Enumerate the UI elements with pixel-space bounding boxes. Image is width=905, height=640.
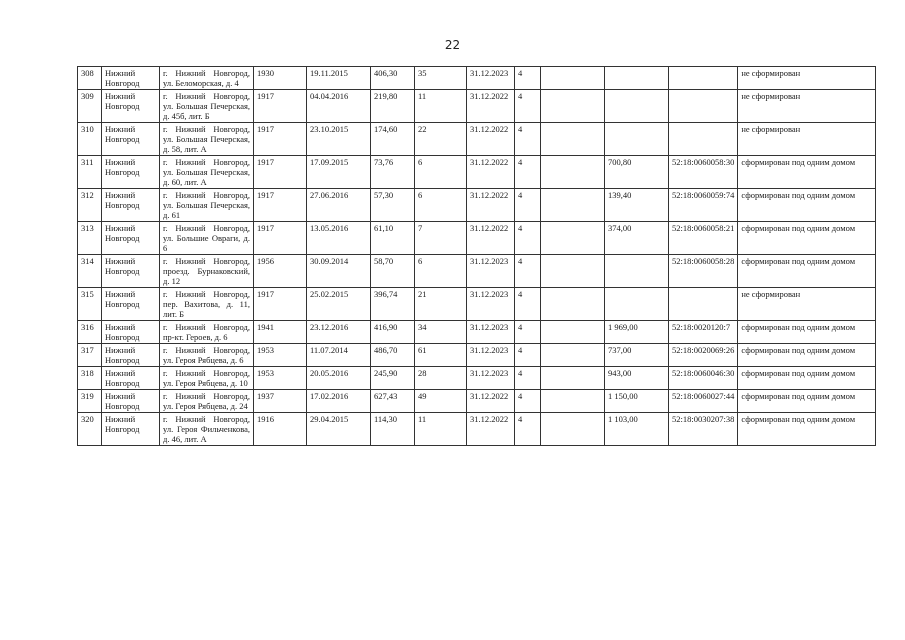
cadastral-number-cell: 52:18:0060058:30: [669, 156, 738, 189]
city-cell: Нижний Новгород: [102, 222, 160, 255]
address-cell: г. Нижний Новгород, ул. Большая Печерская, д. 45б, лит. Б: [160, 90, 254, 123]
year-built-cell: 1937: [254, 390, 307, 413]
inspection-date-cell: 27.06.2016: [307, 189, 371, 222]
inspection-date-cell: 30.09.2014: [307, 255, 371, 288]
relocation-deadline-cell: 31.12.2023: [467, 67, 515, 90]
inspection-date-cell: 11.07.2014: [307, 344, 371, 367]
residential-area-cell: 396,74: [371, 288, 415, 321]
class-cell: 4: [515, 288, 541, 321]
residents-count-cell: 28: [415, 367, 467, 390]
land-area-cell: 1 103,00: [605, 413, 669, 446]
class-cell: 4: [515, 367, 541, 390]
row-number: 317: [78, 344, 102, 367]
row-number: 314: [78, 255, 102, 288]
city-cell: Нижний Новгород: [102, 67, 160, 90]
inspection-date-cell: 23.10.2015: [307, 123, 371, 156]
class-cell: 4: [515, 156, 541, 189]
year-built-cell: 1917: [254, 123, 307, 156]
relocation-deadline-cell: 31.12.2022: [467, 123, 515, 156]
land-area-cell: 139,40: [605, 189, 669, 222]
relocation-deadline-cell: 31.12.2023: [467, 321, 515, 344]
row-number: 312: [78, 189, 102, 222]
empty-cell: [541, 367, 605, 390]
page-number: 22: [444, 38, 461, 52]
row-number: 311: [78, 156, 102, 189]
residents-count-cell: 34: [415, 321, 467, 344]
land-area-cell: 943,00: [605, 367, 669, 390]
table-row: [78, 413, 876, 446]
table-row: [78, 288, 876, 321]
land-status-cell: сформирован под одним домом: [738, 367, 876, 390]
table-row: [78, 90, 876, 123]
cadastral-number-cell: 52:18:0020069:26: [669, 344, 738, 367]
city-cell: Нижний Новгород: [102, 90, 160, 123]
inspection-date-cell: 29.04.2015: [307, 413, 371, 446]
empty-cell: [541, 67, 605, 90]
residential-area-cell: 219,80: [371, 90, 415, 123]
land-area-cell: 374,00: [605, 222, 669, 255]
land-status-cell: сформирован под одним домом: [738, 390, 876, 413]
class-cell: 4: [515, 413, 541, 446]
address-cell: г. Нижний Новгород, ул. Большая Печерская, д. 60, лит. А: [160, 156, 254, 189]
year-built-cell: 1917: [254, 90, 307, 123]
residents-count-cell: 11: [415, 413, 467, 446]
table-row: [78, 255, 876, 288]
row-number: 313: [78, 222, 102, 255]
year-built-cell: 1917: [254, 222, 307, 255]
cadastral-number-cell: [669, 67, 738, 90]
residents-count-cell: 21: [415, 288, 467, 321]
city-cell: Нижний Новгород: [102, 123, 160, 156]
residential-area-cell: 114,30: [371, 413, 415, 446]
table-row: [78, 123, 876, 156]
class-cell: 4: [515, 390, 541, 413]
cadastral-number-cell: [669, 90, 738, 123]
address-cell: г. Нижний Новгород, проезд. Бурнаковский, д. 12: [160, 255, 254, 288]
class-cell: 4: [515, 123, 541, 156]
inspection-date-cell: 17.02.2016: [307, 390, 371, 413]
class-cell: 4: [515, 222, 541, 255]
year-built-cell: 1916: [254, 413, 307, 446]
residents-count-cell: 22: [415, 123, 467, 156]
relocation-deadline-cell: 31.12.2022: [467, 222, 515, 255]
row-number: 319: [78, 390, 102, 413]
land-status-cell: сформирован под одним домом: [738, 156, 876, 189]
inspection-date-cell: 19.11.2015: [307, 67, 371, 90]
row-number: 315: [78, 288, 102, 321]
relocation-deadline-cell: 31.12.2022: [467, 156, 515, 189]
row-number: 320: [78, 413, 102, 446]
city-cell: Нижний Новгород: [102, 255, 160, 288]
year-built-cell: 1917: [254, 189, 307, 222]
land-status-cell: сформирован под одним домом: [738, 189, 876, 222]
relocation-deadline-cell: 31.12.2023: [467, 255, 515, 288]
year-built-cell: 1930: [254, 67, 307, 90]
row-number: 318: [78, 367, 102, 390]
residential-area-cell: 627,43: [371, 390, 415, 413]
land-area-cell: [605, 67, 669, 90]
inspection-date-cell: 20.05.2016: [307, 367, 371, 390]
residential-area-cell: 245,90: [371, 367, 415, 390]
row-number: 310: [78, 123, 102, 156]
class-cell: 4: [515, 255, 541, 288]
address-cell: г. Нижний Новгород, пер. Вахитова, д. 11, лит. Б: [160, 288, 254, 321]
city-cell: Нижний Новгород: [102, 344, 160, 367]
row-number: 308: [78, 67, 102, 90]
city-cell: Нижний Новгород: [102, 156, 160, 189]
relocation-deadline-cell: 31.12.2023: [467, 344, 515, 367]
cadastral-number-cell: [669, 288, 738, 321]
land-area-cell: [605, 90, 669, 123]
table-row: [78, 222, 876, 255]
inspection-date-cell: 04.04.2016: [307, 90, 371, 123]
inspection-date-cell: 17.09.2015: [307, 156, 371, 189]
residents-count-cell: 35: [415, 67, 467, 90]
empty-cell: [541, 156, 605, 189]
empty-cell: [541, 222, 605, 255]
row-number: 316: [78, 321, 102, 344]
empty-cell: [541, 413, 605, 446]
housing-registry-table: [77, 66, 876, 446]
relocation-deadline-cell: 31.12.2023: [467, 288, 515, 321]
class-cell: 4: [515, 67, 541, 90]
land-status-cell: сформирован под одним домом: [738, 344, 876, 367]
land-status-cell: не сформирован: [738, 123, 876, 156]
address-cell: г. Нижний Новгород, ул. Героя Рябцева, д. 24: [160, 390, 254, 413]
land-area-cell: 737,00: [605, 344, 669, 367]
empty-cell: [541, 344, 605, 367]
cadastral-number-cell: 52:18:0030207:38: [669, 413, 738, 446]
land-area-cell: [605, 255, 669, 288]
residential-area-cell: 406,30: [371, 67, 415, 90]
land-area-cell: 1 969,00: [605, 321, 669, 344]
class-cell: 4: [515, 321, 541, 344]
address-cell: г. Нижний Новгород, ул. Большая Печерская, д. 61: [160, 189, 254, 222]
table-row: [78, 67, 876, 90]
city-cell: Нижний Новгород: [102, 413, 160, 446]
land-status-cell: сформирован под одним домом: [738, 413, 876, 446]
residential-area-cell: 61,10: [371, 222, 415, 255]
land-area-cell: [605, 123, 669, 156]
residential-area-cell: 73,76: [371, 156, 415, 189]
row-number: 309: [78, 90, 102, 123]
residential-area-cell: 57,30: [371, 189, 415, 222]
table-row: [78, 189, 876, 222]
address-cell: г. Нижний Новгород, ул. Беломорская, д. 4: [160, 67, 254, 90]
land-area-cell: 1 150,00: [605, 390, 669, 413]
residential-area-cell: 416,90: [371, 321, 415, 344]
inspection-date-cell: 23.12.2016: [307, 321, 371, 344]
year-built-cell: 1917: [254, 288, 307, 321]
city-cell: Нижний Новгород: [102, 321, 160, 344]
land-area-cell: [605, 288, 669, 321]
empty-cell: [541, 123, 605, 156]
residents-count-cell: 6: [415, 156, 467, 189]
residents-count-cell: 6: [415, 189, 467, 222]
land-area-cell: 700,80: [605, 156, 669, 189]
registry-body: [78, 67, 876, 446]
relocation-deadline-cell: 31.12.2022: [467, 390, 515, 413]
land-status-cell: сформирован под одним домом: [738, 321, 876, 344]
table-row: [78, 321, 876, 344]
inspection-date-cell: 25.02.2015: [307, 288, 371, 321]
table-row: [78, 367, 876, 390]
year-built-cell: 1953: [254, 367, 307, 390]
cadastral-number-cell: 52:18:0060046:30: [669, 367, 738, 390]
land-status-cell: не сформирован: [738, 90, 876, 123]
address-cell: г. Нижний Новгород, ул. Большая Печерская, д. 58, лит. А: [160, 123, 254, 156]
relocation-deadline-cell: 31.12.2022: [467, 189, 515, 222]
land-status-cell: сформирован под одним домом: [738, 222, 876, 255]
residents-count-cell: 7: [415, 222, 467, 255]
table-row: [78, 156, 876, 189]
land-status-cell: не сформирован: [738, 288, 876, 321]
city-cell: Нижний Новгород: [102, 189, 160, 222]
table-row: [78, 344, 876, 367]
relocation-deadline-cell: 31.12.2023: [467, 367, 515, 390]
city-cell: Нижний Новгород: [102, 288, 160, 321]
address-cell: г. Нижний Новгород, пр-кт. Героев, д. 6: [160, 321, 254, 344]
class-cell: 4: [515, 90, 541, 123]
year-built-cell: 1956: [254, 255, 307, 288]
year-built-cell: 1941: [254, 321, 307, 344]
relocation-deadline-cell: 31.12.2022: [467, 413, 515, 446]
residents-count-cell: 6: [415, 255, 467, 288]
year-built-cell: 1953: [254, 344, 307, 367]
residents-count-cell: 11: [415, 90, 467, 123]
residential-area-cell: 58,70: [371, 255, 415, 288]
address-cell: г. Нижний Новгород, ул. Героя Рябцева, д. 6: [160, 344, 254, 367]
residential-area-cell: 486,70: [371, 344, 415, 367]
residential-area-cell: 174,60: [371, 123, 415, 156]
cadastral-number-cell: [669, 123, 738, 156]
address-cell: г. Нижний Новгород, ул. Героя Фильченкова, д. 46, лит. А: [160, 413, 254, 446]
year-built-cell: 1917: [254, 156, 307, 189]
relocation-deadline-cell: 31.12.2022: [467, 90, 515, 123]
cadastral-number-cell: 52:18:0060058:28: [669, 255, 738, 288]
land-status-cell: не сформирован: [738, 67, 876, 90]
empty-cell: [541, 255, 605, 288]
land-status-cell: сформирован под одним домом: [738, 255, 876, 288]
address-cell: г. Нижний Новгород, ул. Большие Овраги, д. 6: [160, 222, 254, 255]
class-cell: 4: [515, 189, 541, 222]
city-cell: Нижний Новгород: [102, 390, 160, 413]
cadastral-number-cell: 52:18:0020120:7: [669, 321, 738, 344]
cadastral-number-cell: 52:18:0060027:44: [669, 390, 738, 413]
empty-cell: [541, 189, 605, 222]
empty-cell: [541, 90, 605, 123]
empty-cell: [541, 321, 605, 344]
class-cell: 4: [515, 344, 541, 367]
city-cell: Нижний Новгород: [102, 367, 160, 390]
residents-count-cell: 61: [415, 344, 467, 367]
inspection-date-cell: 13.05.2016: [307, 222, 371, 255]
residents-count-cell: 49: [415, 390, 467, 413]
cadastral-number-cell: 52:18:0060058:21: [669, 222, 738, 255]
cadastral-number-cell: 52:18:0060059:74: [669, 189, 738, 222]
table-row: [78, 390, 876, 413]
address-cell: г. Нижний Новгород, ул. Героя Рябцева, д. 10: [160, 367, 254, 390]
empty-cell: [541, 288, 605, 321]
empty-cell: [541, 390, 605, 413]
